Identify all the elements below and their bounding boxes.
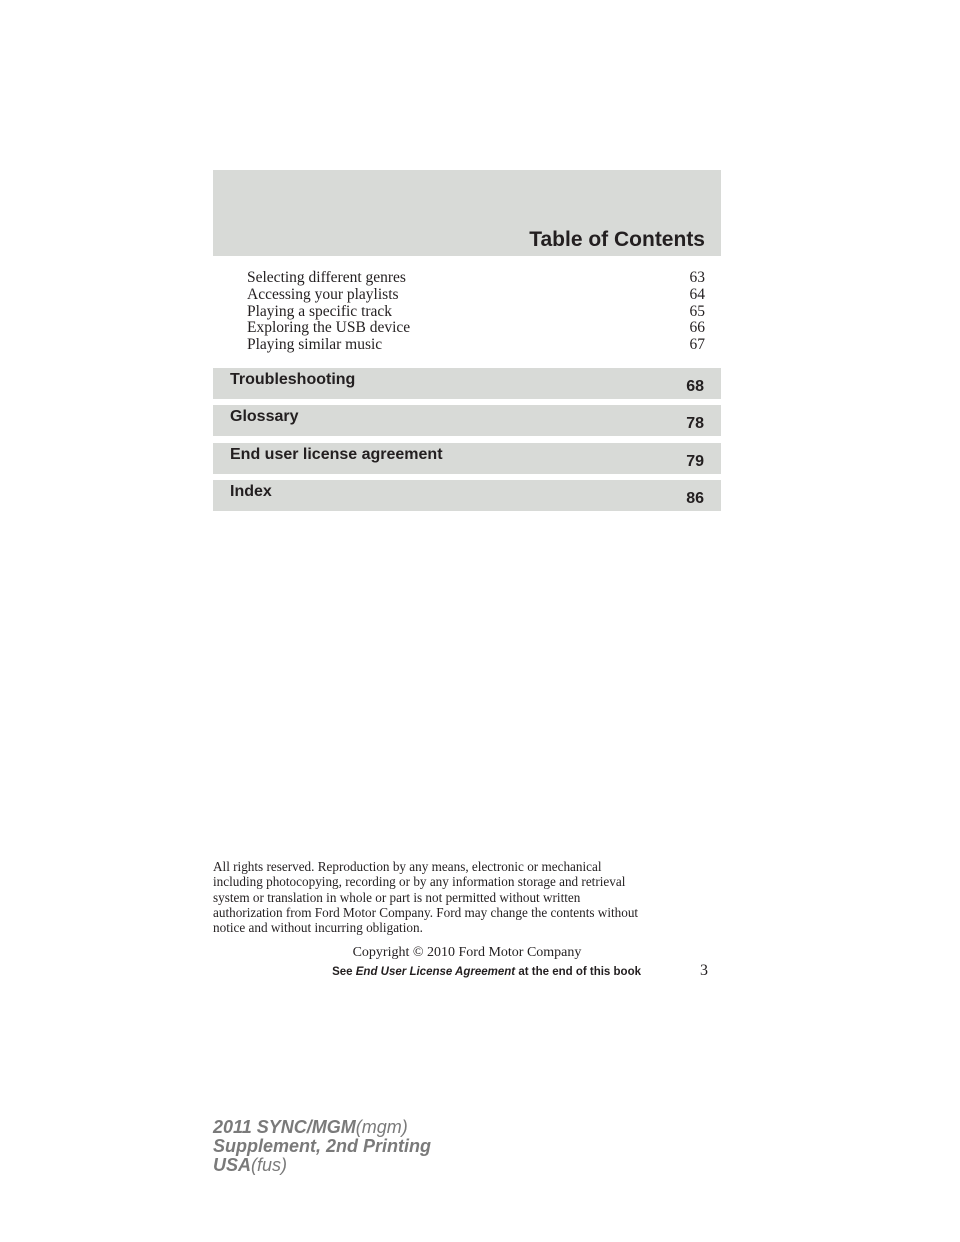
toc-section-index[interactable] — [213, 480, 721, 511]
page-number: 3 — [700, 962, 708, 979]
section-page: 78 — [686, 415, 704, 432]
toc-section-glossary[interactable] — [213, 405, 721, 436]
toc-entry-label: Playing a specific track — [247, 302, 393, 320]
toc-entry[interactable] — [247, 304, 705, 321]
toc-entry-page: 65 — [689, 302, 705, 320]
legal-line: All rights reserved. Reproduction by any means, electronic or mechanical — [213, 859, 602, 874]
copyright-line: Copyright © 2010 Ford Motor Company — [352, 945, 582, 960]
toc-entry[interactable] — [247, 320, 705, 337]
print-mark-edition: 2011 SYNC/MGM — [213, 1117, 356, 1137]
toc-entry[interactable] — [247, 337, 705, 354]
toc-entry-page: 64 — [689, 285, 705, 303]
toc-entry-page: 63 — [689, 269, 705, 286]
section-title: Troubleshooting — [230, 371, 356, 388]
header-band — [213, 170, 721, 256]
toc-section-eula[interactable] — [213, 443, 721, 474]
toc-section-troubleshooting[interactable] — [213, 368, 721, 399]
section-page: 68 — [686, 378, 704, 395]
legal-line: authorization from Ford Motor Company. Ford may change the contents without — [213, 904, 639, 920]
toc-entry-label: Accessing your playlists — [247, 285, 399, 303]
legal-line: including photocopying, recording or by any information storage and retrieval — [213, 874, 626, 890]
legal-line: system or translation in whole or part is not permitted without written — [213, 889, 581, 905]
print-mark — [213, 1118, 431, 1175]
section-title: Glossary — [230, 408, 299, 425]
print-mark-supplement: Supplement, 2nd Printing — [213, 1136, 432, 1156]
toc-entry[interactable] — [247, 270, 705, 287]
toc-entry-page: 66 — [689, 319, 705, 337]
section-title: Index — [230, 483, 272, 500]
footer-end: at the end of this book — [518, 966, 641, 978]
section-title: End user license agreement — [230, 446, 443, 463]
section-page: 86 — [686, 490, 704, 507]
toc-entry-label: Selecting different genres — [247, 269, 406, 286]
print-mark-code: (mgm) — [355, 1117, 408, 1137]
toc-entry-page: 67 — [689, 336, 705, 354]
print-mark-market: USA — [213, 1155, 252, 1175]
section-page: 79 — [686, 453, 704, 470]
toc-entry-label: Playing similar music — [247, 336, 383, 354]
legal-line: notice and without incurring obligation. — [213, 920, 423, 936]
footer-see: See — [332, 966, 353, 978]
legal-notice — [213, 859, 721, 935]
footer-agreement-link: End User License Agreement — [355, 966, 516, 978]
page-title: Table of Contents — [529, 228, 705, 251]
toc-entry[interactable] — [247, 287, 705, 304]
footer-note — [213, 966, 641, 978]
toc-entries — [247, 270, 705, 354]
toc-entry-label: Exploring the USB device — [247, 319, 411, 337]
print-mark-market-code: (fus) — [251, 1155, 288, 1175]
